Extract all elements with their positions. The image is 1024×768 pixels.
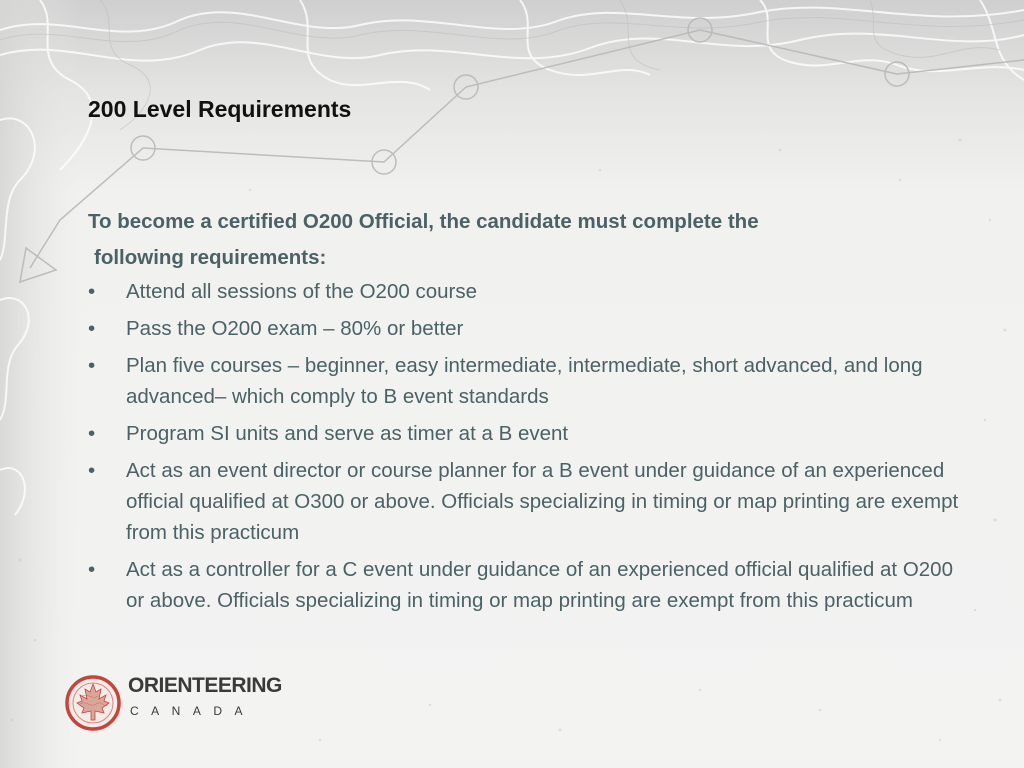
list-item: [88, 350, 968, 412]
requirement-text: Act as a controller for a C event under guidance of an experienced official qualified at O200 or above. Officials specializing in timing or map printing are exempt from this practicum: [126, 558, 953, 612]
requirements-list: [88, 276, 968, 622]
bullet-icon: •: [88, 558, 96, 581]
logo-wordmark: ORIENTEERING: [128, 674, 282, 697]
list-item: [88, 554, 968, 616]
bullet-icon: •: [88, 459, 96, 482]
orienteering-canada-logo: [64, 674, 282, 734]
list-item: [88, 455, 968, 548]
list-item: [88, 418, 968, 449]
requirement-text: Act as an event director or course planner for a B event under guidance of an experienced official qualified at O300 or above. Officials specializing in timing or map printing are exempt from this practicum: [126, 459, 959, 544]
maple-leaf-emblem-icon: [64, 674, 122, 732]
intro-paragraph: [88, 204, 968, 276]
bullet-icon: •: [88, 422, 96, 445]
requirement-text: Plan five courses – beginner, easy intermediate, intermediate, short advanced, and long advanced– which comply to B event standards: [126, 354, 923, 408]
bullet-icon: •: [88, 354, 96, 377]
requirement-text: Program SI units and serve as timer at a B event: [126, 422, 569, 445]
list-item: [88, 276, 968, 307]
slide-title: 200 Level Requirements: [88, 96, 352, 122]
bullet-icon: •: [88, 317, 96, 340]
intro-line-2: following requirements:: [94, 246, 327, 269]
list-item: [88, 313, 968, 344]
intro-line-1: To become a certified O200 Official, the candidate must complete the: [88, 210, 759, 233]
requirement-text: Attend all sessions of the O200 course: [126, 280, 477, 303]
requirement-text: Pass the O200 exam – 80% or better: [126, 317, 464, 340]
logo-subtitle: CANADA: [130, 704, 256, 718]
bullet-icon: •: [88, 280, 96, 303]
